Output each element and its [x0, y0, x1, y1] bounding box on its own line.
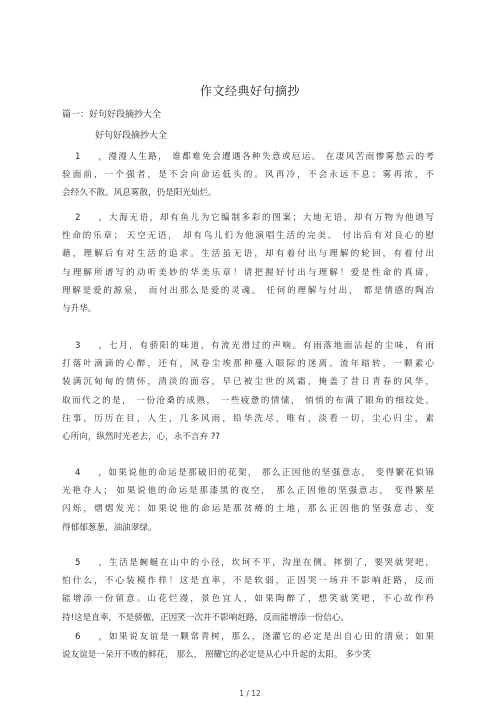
paragraph-text: 藉，理解后有对生活的追求。生活虽无语，却有着付出与理解的轮回，有着付出: [62, 249, 434, 260]
paragraph-line: [62, 428, 434, 446]
paragraph-text: 与理解所谱写的动听美妙的华美乐章！请把握好付出与理解！爱是性命的真谛，: [62, 267, 434, 278]
paragraph-text: 说友谊是一朵开不败的鲜花， 那么， 照耀它的必定是从心中升起的太阳。 多少笑: [62, 650, 371, 661]
paragraph-number: 5: [75, 558, 81, 568]
paragraph-line: [62, 209, 434, 227]
paragraph-number: 3: [75, 341, 81, 351]
paragraph-number: 2: [75, 213, 81, 223]
subsection-heading: 好句好段摘抄大全: [95, 131, 168, 141]
paragraph-number: 1: [75, 152, 81, 162]
paragraph-text: 装满沉甸甸的情怀，清淡的面容，早已被尘世的风霜，掩盖了昔日青春的风华，: [62, 377, 434, 388]
paragraph-text: 取而代之的是， 一份沧桑的成熟， 一些疲惫的情愫， 悄悄的布满了眼角的细纹处。: [62, 395, 434, 406]
paragraph-text: 能增添一份留意。山花烂漫，景色宜人，如果陶醉了，想笑就笑吧，不心故作矜: [62, 594, 434, 605]
paragraph-text: 闪烁，熠熠发光；如果说他的命运是那贫瘠的土地，那么正因他的坚强意志，变: [62, 504, 434, 515]
paragraph-text: ，大海无语，却有鱼儿为它编制多彩的图案；大地无语，却有万物为他谱写: [97, 213, 434, 223]
paragraph-text: ，七月，有骄阳的味道，有流光滑过的声响。有雨落地面沾起的尘味，有雨: [97, 341, 434, 351]
paragraph-text: 往事，历历在目，人生，几多风雨，铅华洗尽，唯有，淡看一切，尘心归尘，素: [62, 413, 434, 424]
paragraph-text: 持!这是直率，不是骄傲，正因笑一次并不影响赶路，反而能增添一份信心。: [62, 612, 350, 623]
paragraph-text: 光艳夺人； 如果说他的命运是那漆黑的夜空， 那么正因他的坚强意志， 变得繁星: [62, 486, 434, 497]
paragraph-line: [62, 337, 434, 355]
paragraph-line: [62, 148, 434, 166]
paragraph-line: [62, 519, 434, 537]
paragraph-text: 得郁郁葱葱，油油翠绿。: [62, 522, 157, 533]
paragraph-text: ，生活是蜿蜒在山中的小径，坎坷不平，沟崖在侧。摔倒了，要哭就哭吧，: [97, 558, 434, 568]
paragraph-line: [62, 392, 434, 410]
paragraph: [62, 554, 434, 627]
paragraph-line: [62, 282, 434, 300]
paragraph-text: 理解是爱的源泉， 而付出那么是爱的灵魂。 任何的理解与付出， 都是情感的陶冶: [62, 285, 434, 296]
paragraph-line: [62, 646, 434, 664]
paragraph-line: [62, 628, 434, 646]
paragraph-text: 会经久不散。风息雾散，仍是阳光灿烂。: [62, 188, 217, 199]
paragraph: [62, 464, 434, 537]
paragraph-line: [62, 264, 434, 282]
paragraph-text: 打落叶滴滴的心醉，还有，风卷尘埃那种蔓入眼际的迷离。流年暗转，一颗素心: [62, 359, 434, 370]
paragraph-line: [62, 184, 434, 202]
paragraph-text: ，漫漫人生路， 谁都难免会遭遇各种失意或厄运。 在凄风苦雨惨雾愁云的考: [97, 152, 434, 162]
paragraph-line: [62, 373, 434, 391]
paragraph-line: [62, 166, 434, 184]
paragraph-text: 心所向，纵然时光老去，心，永不言弃 ??: [62, 431, 220, 442]
section-heading: 篇一：好句好段摘抄大全: [62, 110, 162, 120]
paragraph-text: ，如果说友谊是一颗常青树，那么，浇灌它的必定是出自心田的清泉；如果: [97, 632, 434, 642]
paragraph-line: [62, 609, 434, 627]
paragraph: [62, 628, 434, 664]
paragraph-line: [62, 500, 434, 518]
paragraph-line: [62, 355, 434, 373]
paragraph-number: 4: [75, 468, 81, 478]
paragraph-text: 验面前，一个强者，是不会向命运低头的。风再冷，不会永远不息；雾再浓，不: [62, 170, 434, 181]
paragraph-text: 怕什么，不心装模作样！这是直率，不是软弱，正因哭一场并不影响赶路，反而: [62, 576, 434, 587]
paragraph-line: [62, 554, 434, 572]
paragraph-number: 6: [75, 632, 81, 642]
paragraph-text: ，如果说他的命运是那破旧的花架， 那么正因他的坚强意志， 变得繁花似锦: [97, 468, 434, 478]
paragraph-text: 性命的乐章； 天空无语， 却有鸟儿们为他演唱生活的完美。 付出后有对良心的慰: [62, 231, 434, 242]
paragraph-line: [62, 300, 434, 318]
paragraph-line: [62, 464, 434, 482]
page-indicator: 1 / 12: [239, 689, 261, 698]
paragraph-text: 与升华。: [62, 303, 97, 314]
paragraph-line: [62, 227, 434, 245]
document-title: 作文经典好句摘抄: [199, 84, 300, 98]
paragraph-line: [62, 590, 434, 608]
paragraph-line: [62, 572, 434, 590]
paragraph: [62, 337, 434, 446]
paragraph: [62, 148, 434, 203]
paragraph-line: [62, 245, 434, 263]
paragraph-line: [62, 410, 434, 428]
paragraph: [62, 209, 434, 318]
paragraph-line: [62, 482, 434, 500]
